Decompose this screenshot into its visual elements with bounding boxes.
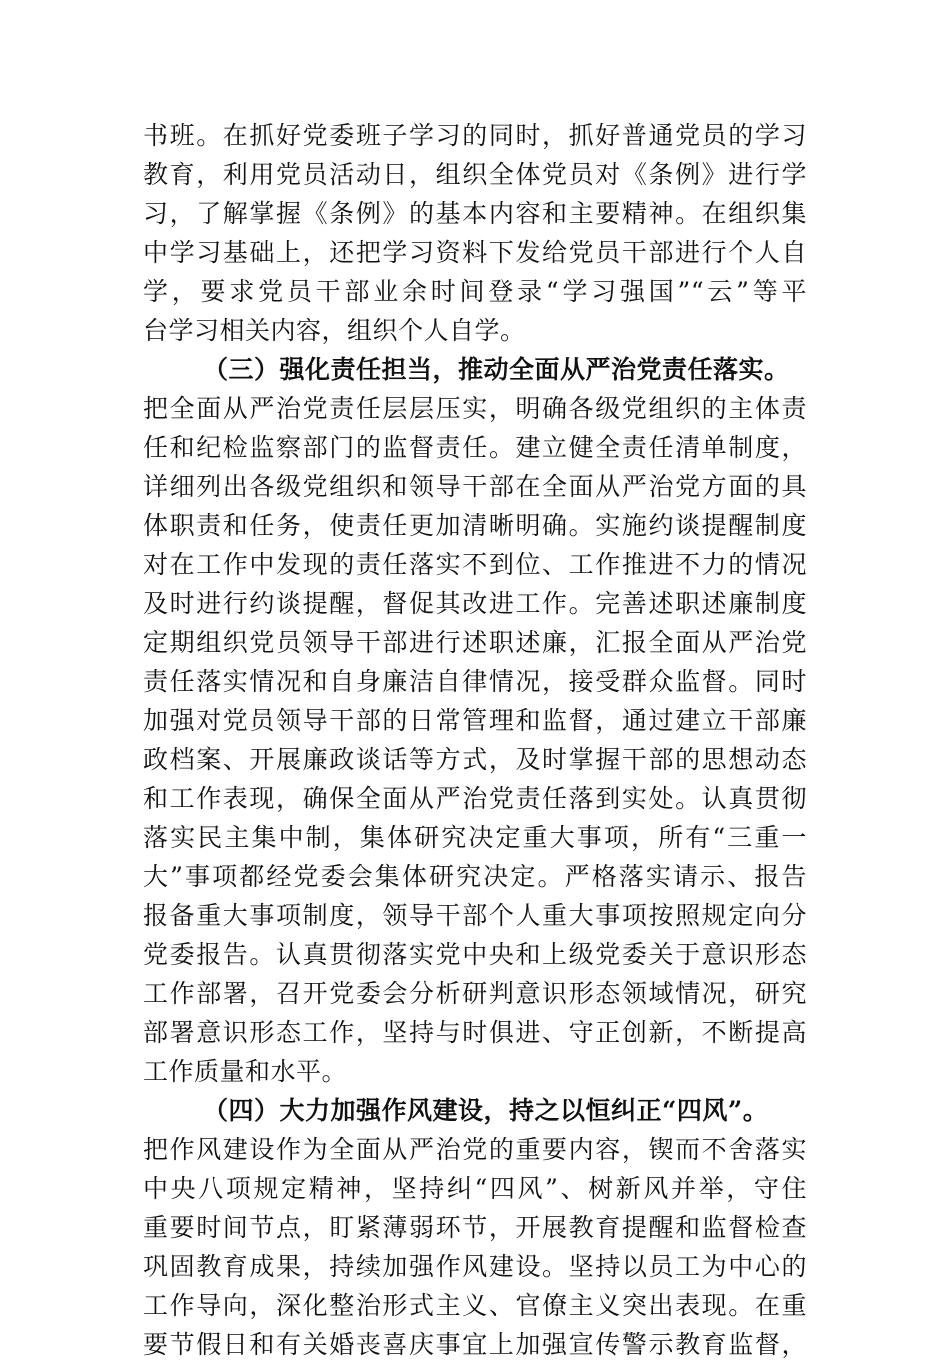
text-line: 习，了解掌握《条例》的基本内容和主要精神。在组织集 [143,199,807,228]
text-line: 详细列出各级党组织和领导干部在全面从严治党方面的具 [143,472,807,501]
section-heading-4: （四）大力加强作风建设，持之以恒纠正“四风”。 [203,1096,769,1125]
text-line: 书班。在抓好党委班子学习的同时，抓好普通党员的学习 [143,121,807,150]
text-line: 台学习相关内容，组织个人自学。 [143,316,526,345]
text-line: 大”事项都经党委会集体研究决定。严格落实请示、报告 [143,862,807,891]
text-line: 体职责和任务，使责任更加清晰明确。实施约谈提醒制度 [143,511,807,540]
text-line: 工作质量和水平。 [143,1057,348,1086]
text-line: 中央八项规定精神，坚持纠“四风”、树新风并举，守住 [143,1174,807,1203]
text-line: 部署意识形态工作，坚持与时俱进、守正创新，不断提高 [143,1018,807,1047]
document-body [143,116,807,1364]
section-heading-3: （三）强化责任担当，推动全面从严治党责任落实。 [203,355,790,384]
text-line: 党委报告。认真贯彻落实党中央和上级党委关于意识形态 [143,940,807,969]
text-line: 责任落实情况和自身廉洁自律情况，接受群众监督。同时 [143,667,807,696]
text-line: 报备重大事项制度，领导干部个人重大事项按照规定向分 [143,901,807,930]
text-line: 中学习基础上，还把学习资料下发给党员干部进行个人自 [143,238,807,267]
text-line: 要节假日和有关婚丧喜庆事宜上加强宣传警示教育监督， [143,1330,807,1359]
text-line: 和工作表现，确保全面从严治党责任落到实处。认真贯彻 [143,784,807,813]
text-line: 政档案、开展廉政谈话等方式，及时掌握干部的思想动态 [143,745,807,774]
text-line: 及时进行约谈提醒，督促其改进工作。完善述职述廉制度 [143,589,807,618]
text-line: 巩固教育成果，持续加强作风建设。坚持以员工为中心的 [143,1252,807,1281]
text-line: 把全面从严治党责任层层压实，明确各级党组织的主体责 [143,394,807,423]
text-line: 加强对党员领导干部的日常管理和监督，通过建立干部廉 [143,706,807,735]
text-line: 任和纪检监察部门的监督责任。建立健全责任清单制度， [143,433,807,462]
text-line: 对在工作中发现的责任落实不到位、工作推进不力的情况 [143,550,807,579]
text-line: 工作导向，深化整治形式主义、官僚主义突出表现。在重 [143,1291,807,1320]
text-line: 定期组织党员领导干部进行述职述廉，汇报全面从严治党 [143,628,807,657]
text-line: 教育，利用党员活动日，组织全体党员对《条例》进行学 [143,160,807,189]
text-line: 工作部署，召开党委会分析研判意识形态领域情况，研究 [143,979,807,1008]
text-line: 重要时间节点，盯紧薄弱环节，开展教育提醒和监督检查 [143,1213,807,1242]
text-line: 落实民主集中制，集体研究决定重大事项，所有“三重一 [143,823,807,852]
text-line: 把作风建设作为全面从严治党的重要内容，锲而不舍落实 [143,1135,807,1164]
text-line: 学，要求党员干部业余时间登录“学习强国”“云”等平 [143,277,807,306]
